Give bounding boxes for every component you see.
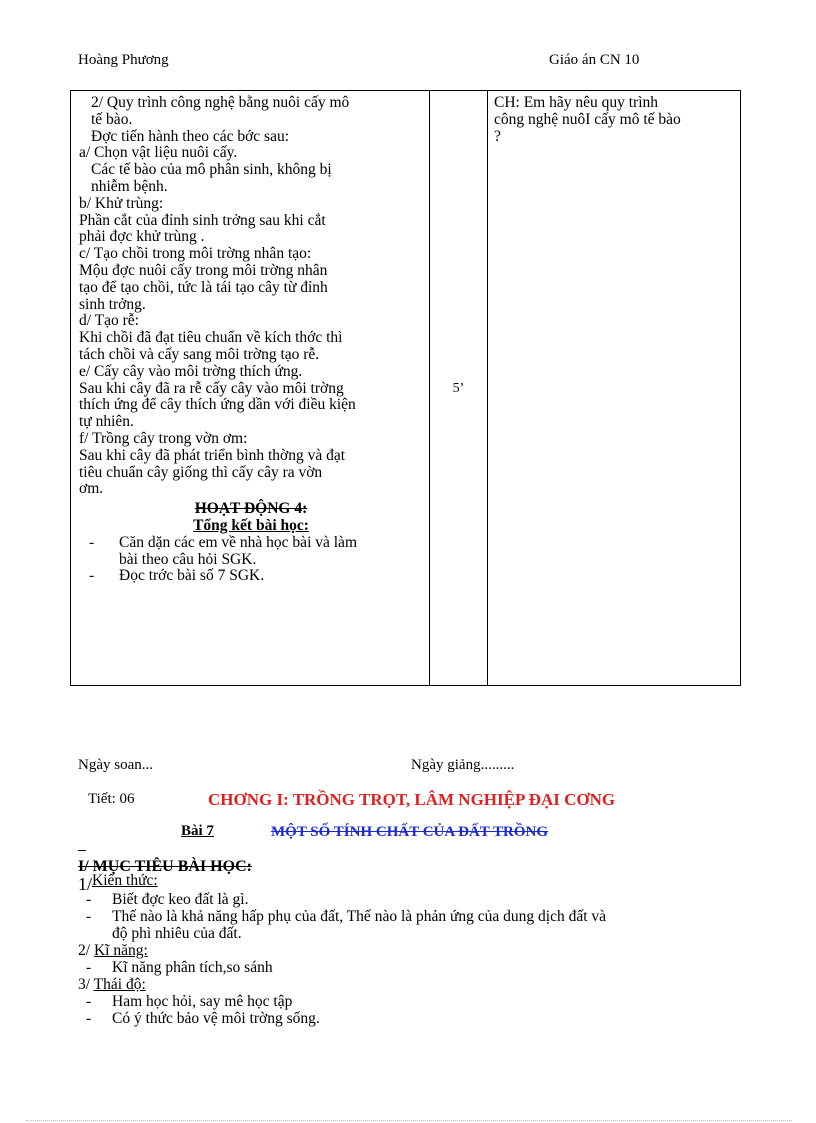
step-d-title: d/ Tạo rễ: [79,312,139,330]
step-e-text-3: tự nhiên. [79,413,134,431]
attitude-number: 3/ [78,976,91,993]
attitude-list [86,993,320,1027]
header-author: Hoàng Phương [78,52,169,68]
content-column [71,91,430,686]
question-line-3: ? [494,127,501,145]
item-dash: - [86,1010,92,1027]
summary-title: Tổng kết bài học: [193,516,309,534]
item-text: Biết đợc keo đất là gì. [112,891,249,908]
bullet-text-cont: bài theo câu hỏi SGK. [119,550,257,568]
step-c-title: c/ Tạo chồi trong môi trờng nhân tạo: [79,245,312,263]
knowledge-title: Kiến thức: [92,872,158,889]
chapter-title: CHƠNG I: TRỒNG TRỌT, LÂM NGHIỆP ĐẠI CƠNG [208,790,616,809]
step-b-text: Phần cắt của đỉnh sinh trởng sau khi cắt [79,211,326,229]
bullet-text: Đọc trớc bài số 7 SGK. [119,567,265,585]
attitude-item [86,1010,320,1027]
step-f-text: Sau khi cây đã phát triển bình thờng và đạt [79,446,346,464]
step-d-text: Khi chồi đã đạt tiêu chuẩn về kích thớc thì [79,329,343,347]
step-a-title: a/ Chọn vật liệu nuôi cấy. [79,144,238,162]
step-b-title: b/ Khử trùng: [79,194,164,212]
bullet-dash: - [89,567,95,585]
step-f-text-2: tiêu chuẩn cây giống thì cấy cây ra vờn [79,463,323,481]
date-taught: Ngày giảng......... [411,757,515,773]
step-a-text-cont: nhiễm bệnh. [91,177,168,195]
time-column [430,91,488,686]
question-column [488,91,741,686]
skills-list [86,959,273,976]
section-title-cont: tế bào. [91,110,133,128]
item-text: Thế nào là khả năng hấp phụ của đất, Thế nào là phản ứng của dung dịch đất và [112,908,607,925]
step-a-text: Các tế bào của mô phân sinh, không bị [91,161,332,179]
step-c-text: Mộu đợc nuôi cấy trong môi trờng nhân [79,261,328,279]
knowledge-list [86,891,606,942]
bullet-dash: - [89,533,95,551]
step-c-text-2: tạo để tạo chồi, tức là tái tạo cây từ đỉnh [79,278,328,296]
skills-heading [78,942,148,959]
step-e-text-2: thích ứng để cây thích ứng dần với điều kiện [79,396,356,414]
knowledge-item [86,891,606,908]
bullet-text: Căn dặn các em về nhà học bài và làm [119,533,357,551]
activity-title: HOẠT ĐỘNG 4: [194,500,308,518]
section-title: 2/ Quy trình công nghệ bằng nuôi cấy mô [91,94,350,111]
item-text: Có ý thức bảo vệ môi trờng sống. [112,1010,320,1027]
procedure-intro: Đợc tiến hành theo các bớc sau: [91,127,290,145]
question-line-2: công nghệ nuôI cấy mô tế bào [494,110,681,128]
time-value: 5’ [452,381,465,396]
item-text: Ham học hỏi, say mê học tập [112,993,293,1010]
step-e-text: Sau khi cây đã ra rễ cấy cây vào môi trờng [79,379,344,397]
knowledge-number: 1/ [78,874,93,894]
step-b-text-cont: phải đợc khử trùng . [79,228,205,246]
lesson-title: MỘT SỐ TÍNH CHẤT CỦA ĐẤT TRỒNG [271,824,549,840]
summary-bullet [79,535,423,569]
skills-number: 2/ [78,942,91,959]
step-f-text-3: ơm. [79,480,104,498]
skills-title: Kĩ năng: [93,942,148,959]
attitude-item [86,993,320,1010]
date-prepared: Ngày soan... [78,757,153,773]
item-dash: - [86,891,92,908]
question-line: CH: Em hãy nêu quy trình [494,94,659,111]
summary-bullet [79,568,423,585]
knowledge-item [86,908,606,942]
step-f-title: f/ Trồng cây trong vờn ơm: [79,429,248,447]
item-text-cont: độ phì nhiêu của đất. [112,925,242,942]
step-e-title: e/ Cấy cây vào môi trờng thích ứng. [79,362,303,380]
attitude-heading [78,976,146,993]
lesson-label: Bài 7 [181,823,214,839]
item-dash: - [86,993,92,1010]
page-bottom-rule [26,1120,792,1121]
step-c-text-3: sinh trởng. [79,295,146,313]
skills-item [86,959,273,976]
header-course: Giáo án CN 10 [549,52,640,68]
lesson-number: Tiết: 06 [88,791,135,807]
step-d-text-2: tách chồi và cấy sang môi trờng tạo rễ. [79,345,320,363]
attitude-title: Thái độ: [93,976,146,993]
item-text: Kĩ năng phân tích,so sánh [112,959,273,976]
lesson-table [70,90,741,686]
short-rule [78,850,86,851]
item-dash: - [86,908,92,925]
item-dash: - [86,959,92,976]
objectives-title: I/ MỤC TIÊU BÀI HỌC: [78,858,252,875]
